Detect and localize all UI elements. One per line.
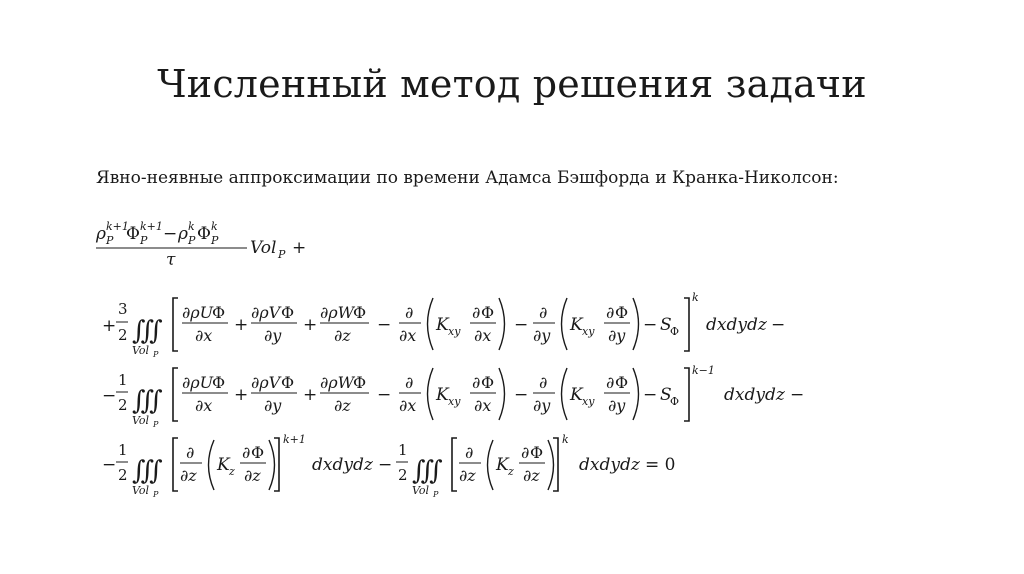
svg-text:K: K	[570, 315, 583, 335]
svg-text:= 0: = 0	[645, 455, 676, 475]
svg-text:Φ: Φ	[481, 373, 495, 392]
formula-line-1	[95, 220, 306, 270]
svg-text:1: 1	[398, 441, 408, 459]
svg-text:Φ: Φ	[281, 303, 295, 322]
svg-text:∂z: ∂z	[244, 466, 261, 485]
svg-text:K: K	[496, 455, 509, 475]
svg-text:∂: ∂	[521, 443, 530, 462]
svg-text:k: k	[188, 220, 195, 233]
svg-text:+: +	[292, 238, 307, 258]
svg-text:−: −	[102, 455, 117, 475]
svg-text:Φ: Φ	[353, 303, 367, 322]
svg-text:Φ: Φ	[670, 325, 680, 338]
svg-text:∂: ∂	[465, 443, 474, 462]
svg-text:P: P	[153, 350, 159, 359]
svg-text:Φ: Φ	[251, 443, 265, 462]
formula-line-2	[102, 291, 785, 359]
svg-text:Φ: Φ	[670, 395, 680, 408]
svg-text:S: S	[660, 385, 672, 405]
svg-text:∂ρU: ∂ρU	[182, 373, 214, 392]
svg-text:−: −	[514, 385, 529, 405]
svg-text:P: P	[433, 490, 439, 499]
svg-text:Vol: Vol	[132, 414, 150, 427]
svg-text:−: −	[377, 385, 392, 405]
svg-text:∂: ∂	[606, 303, 615, 322]
svg-text:k+1: k+1	[106, 220, 129, 233]
svg-text:−: −	[163, 224, 178, 244]
svg-text:k+1: k+1	[283, 433, 306, 446]
svg-text:∭: ∭	[412, 456, 443, 486]
svg-text:+: +	[102, 316, 117, 336]
svg-text:K: K	[570, 385, 583, 405]
svg-text:∂y: ∂y	[533, 326, 551, 345]
svg-text:z: z	[229, 465, 235, 478]
svg-text:∂z: ∂z	[523, 466, 540, 485]
svg-text:∂y: ∂y	[264, 396, 282, 415]
svg-text:∂y: ∂y	[264, 326, 282, 345]
svg-text:∂: ∂	[539, 373, 548, 392]
svg-text:ρ: ρ	[178, 224, 188, 244]
svg-text:3: 3	[118, 300, 128, 318]
svg-text:Vol: Vol	[132, 484, 150, 497]
svg-text:P: P	[278, 248, 286, 261]
svg-text:∂: ∂	[472, 303, 481, 322]
svg-text:k+1: k+1	[140, 220, 163, 233]
svg-text:dxdydz: dxdydz	[579, 455, 640, 475]
svg-text:−: −	[643, 385, 658, 405]
svg-text:∂: ∂	[405, 373, 414, 392]
svg-text:−: −	[102, 386, 117, 406]
svg-text:Vol: Vol	[250, 238, 277, 258]
svg-text:−: −	[377, 315, 392, 335]
svg-text:∭: ∭	[132, 386, 163, 416]
svg-text:∂z: ∂z	[334, 326, 351, 345]
svg-text:+: +	[234, 315, 249, 335]
svg-text:∂y: ∂y	[608, 396, 626, 415]
svg-text:K: K	[436, 385, 449, 405]
svg-text:∂: ∂	[539, 303, 548, 322]
svg-text:∂ρV: ∂ρV	[251, 373, 281, 392]
svg-text:∂x: ∂x	[474, 326, 492, 345]
svg-text:Φ: Φ	[615, 303, 629, 322]
svg-text:2: 2	[118, 466, 128, 484]
svg-text:dxdydz: dxdydz	[312, 455, 373, 475]
slide-subtitle: Явно-неявные аппроксимации по времени Адамса Бэшфорда и Кранка-Николсон:	[96, 168, 839, 188]
svg-text:Vol: Vol	[132, 344, 150, 357]
svg-text:τ: τ	[166, 250, 176, 270]
svg-text:∂z: ∂z	[334, 396, 351, 415]
slide-title: Численный метод решения задачи	[157, 62, 867, 106]
svg-text:Φ: Φ	[281, 373, 295, 392]
svg-text:−: −	[514, 315, 529, 335]
formula-line-4	[102, 433, 675, 499]
svg-text:k: k	[692, 291, 699, 304]
svg-text:Φ: Φ	[126, 224, 140, 244]
svg-text:dxdydz: dxdydz	[724, 385, 785, 405]
svg-text:∂ρW: ∂ρW	[320, 373, 355, 392]
formula-line-3	[102, 364, 804, 429]
svg-text:∂ρV: ∂ρV	[251, 303, 281, 322]
svg-text:∂: ∂	[472, 373, 481, 392]
svg-text:Φ: Φ	[615, 373, 629, 392]
svg-text:dxdydz: dxdydz	[706, 315, 767, 335]
svg-text:k: k	[211, 220, 218, 233]
svg-text:Φ: Φ	[353, 373, 367, 392]
svg-text:K: K	[217, 455, 230, 475]
svg-text:k: k	[562, 433, 569, 446]
svg-text:+: +	[303, 385, 318, 405]
svg-text:∂z: ∂z	[180, 466, 197, 485]
svg-text:xy: xy	[448, 325, 461, 338]
svg-text:Φ: Φ	[481, 303, 495, 322]
svg-text:2: 2	[118, 396, 128, 414]
svg-text:+: +	[303, 315, 318, 335]
svg-text:∂: ∂	[186, 443, 195, 462]
svg-text:Φ: Φ	[197, 224, 211, 244]
svg-text:∂y: ∂y	[608, 326, 626, 345]
svg-text:2: 2	[118, 326, 128, 344]
svg-text:+: +	[234, 385, 249, 405]
svg-text:xy: xy	[582, 395, 595, 408]
svg-text:−: −	[643, 315, 658, 335]
svg-text:1: 1	[118, 441, 128, 459]
svg-text:Φ: Φ	[212, 373, 226, 392]
svg-text:−: −	[790, 385, 805, 405]
svg-text:∭: ∭	[132, 456, 163, 486]
svg-text:∂: ∂	[242, 443, 251, 462]
svg-text:∂ρU: ∂ρU	[182, 303, 214, 322]
svg-text:∂: ∂	[606, 373, 615, 392]
svg-text:k−1: k−1	[692, 364, 715, 377]
svg-text:∂z: ∂z	[459, 466, 476, 485]
svg-text:∂x: ∂x	[195, 396, 213, 415]
svg-text:∂x: ∂x	[399, 396, 417, 415]
svg-text:xy: xy	[448, 395, 461, 408]
svg-text:z: z	[508, 465, 514, 478]
svg-text:∂x: ∂x	[399, 326, 417, 345]
svg-text:P: P	[188, 234, 196, 247]
svg-text:S: S	[660, 315, 672, 335]
svg-text:P: P	[211, 234, 219, 247]
svg-text:2: 2	[398, 466, 408, 484]
svg-text:−: −	[378, 455, 393, 475]
svg-text:Φ: Φ	[530, 443, 544, 462]
svg-text:1: 1	[118, 371, 128, 389]
svg-text:∭: ∭	[132, 316, 163, 346]
svg-text:P: P	[140, 234, 148, 247]
svg-text:xy: xy	[582, 325, 595, 338]
svg-text:K: K	[436, 315, 449, 335]
svg-text:Φ: Φ	[212, 303, 226, 322]
svg-text:∂: ∂	[405, 303, 414, 322]
svg-text:P: P	[153, 490, 159, 499]
svg-text:∂y: ∂y	[533, 396, 551, 415]
svg-text:ρ: ρ	[96, 224, 106, 244]
svg-text:∂x: ∂x	[474, 396, 492, 415]
svg-text:∂ρW: ∂ρW	[320, 303, 355, 322]
svg-text:P: P	[153, 420, 159, 429]
svg-text:∂x: ∂x	[195, 326, 213, 345]
svg-text:P: P	[106, 234, 114, 247]
svg-text:−: −	[771, 315, 786, 335]
svg-text:Vol: Vol	[412, 484, 430, 497]
